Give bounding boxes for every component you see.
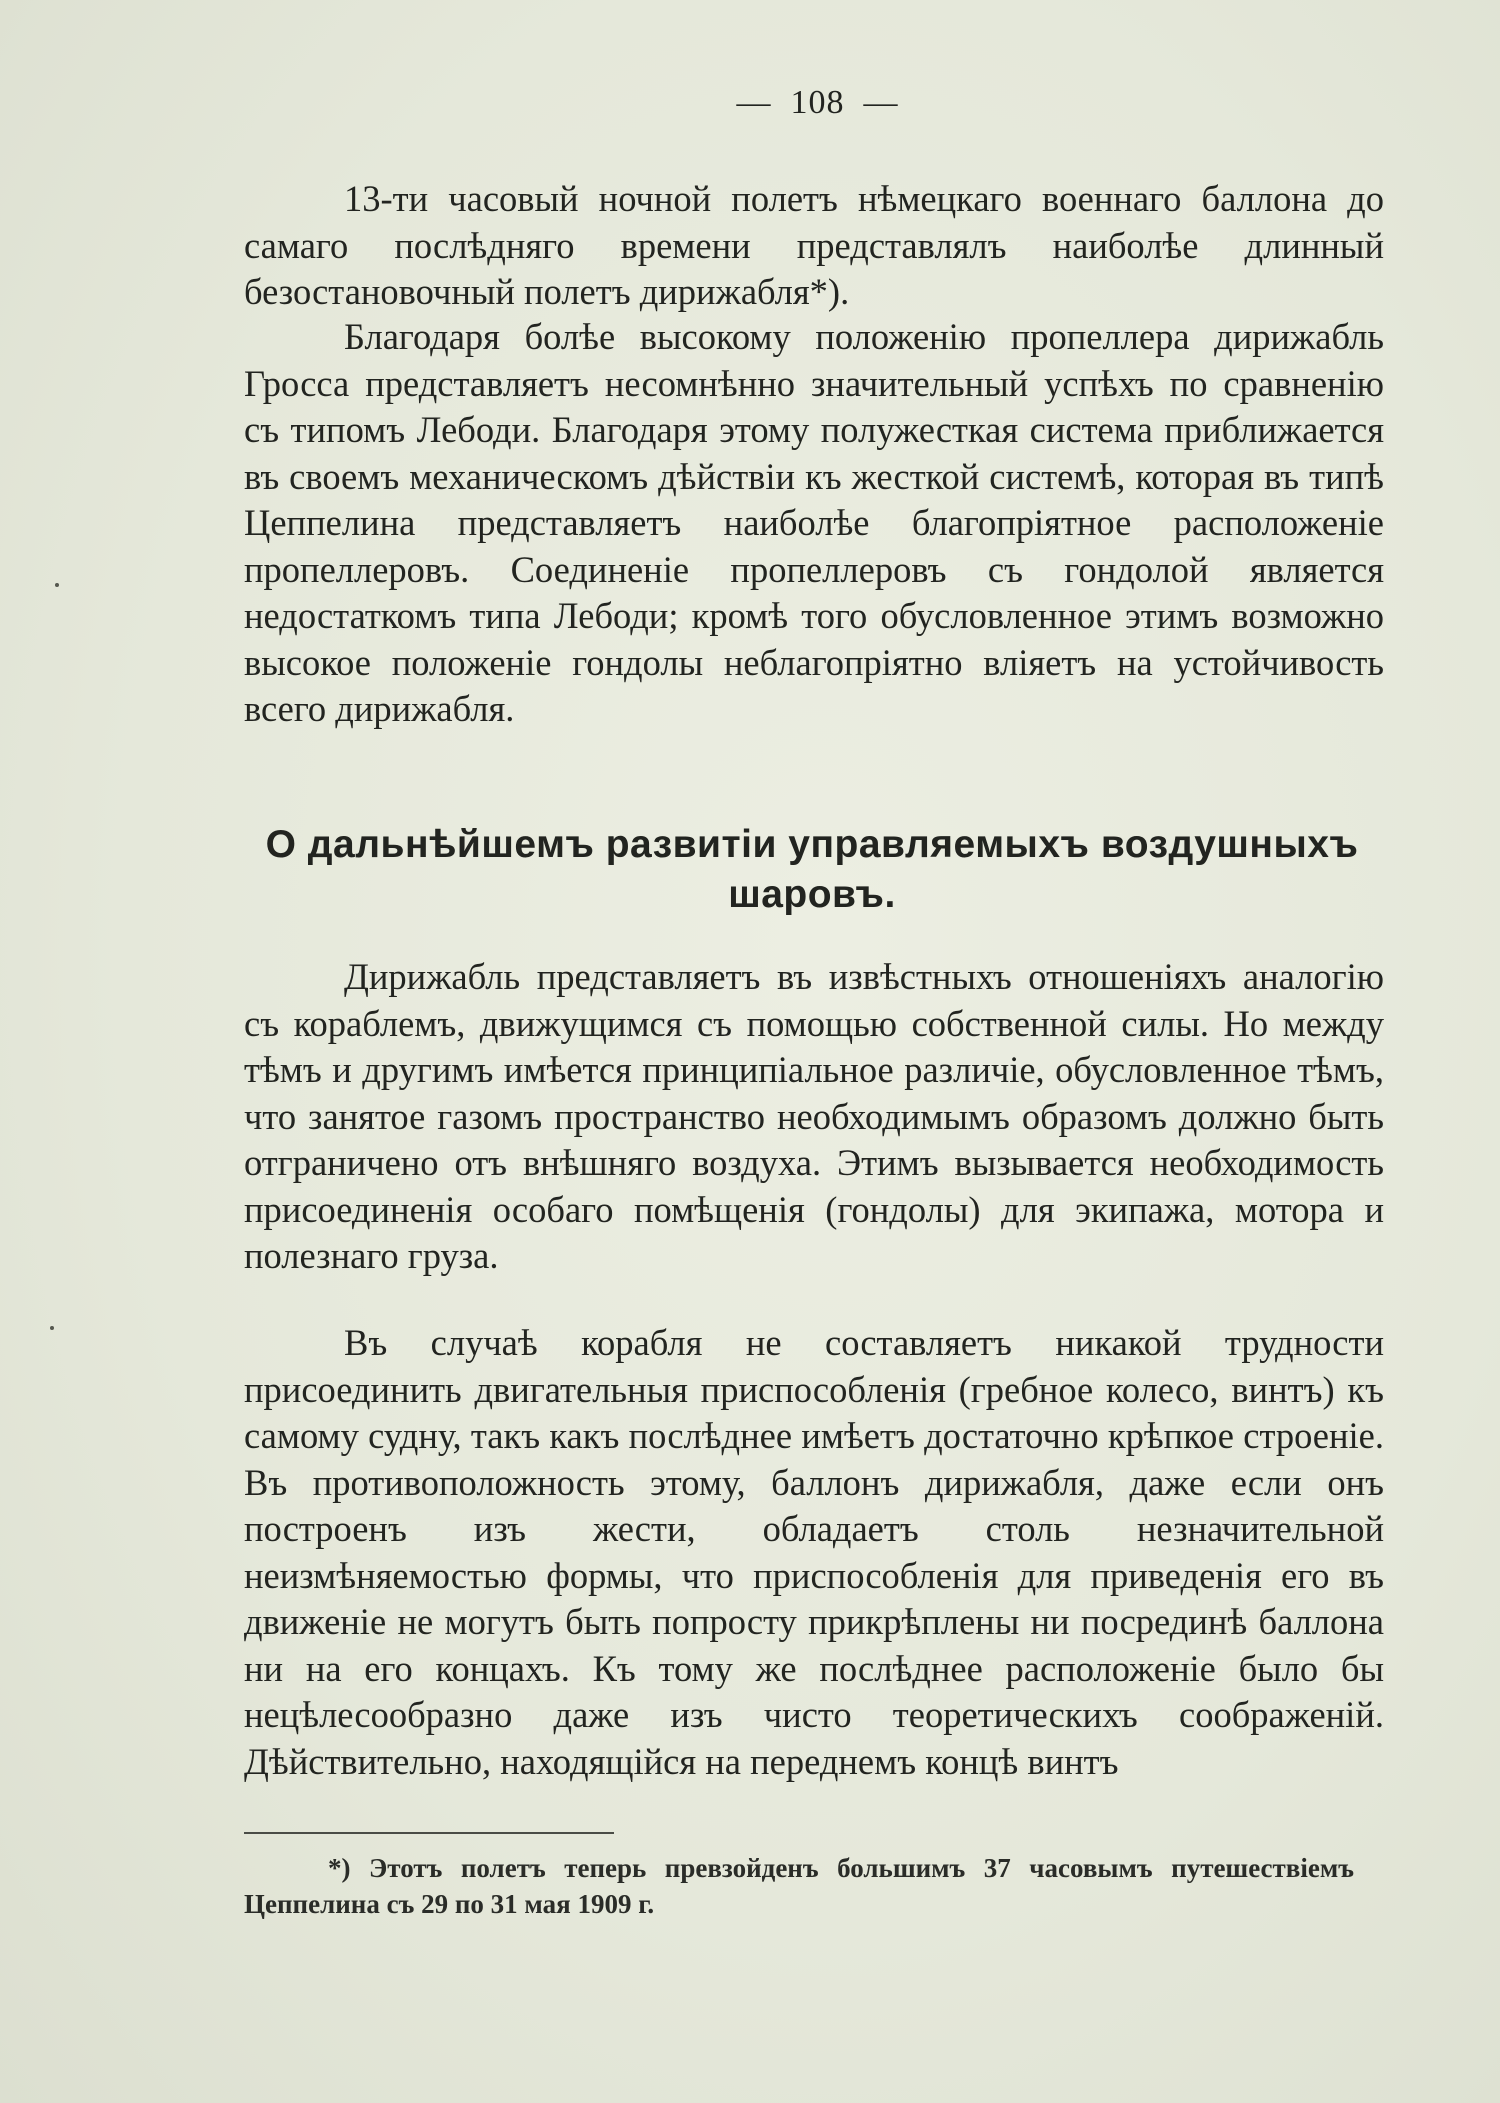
paragraph-3: Дирижабль представляетъ въ извѣстныхъ отношеніяхъ аналогію съ кораблемъ, движущимся съ помощью собственной силы. Но между тѣмъ и другимъ имѣется принципіальное различіе, обусловленное тѣмъ, что занятое газомъ пространство необходимымъ образомъ должно быть отграничено отъ внѣшняго воздуха. Этимъ вызывается необходимость присоединенія особаго помѣщенія (гондолы) для экипажа, мотора и полезнаго груза. bbox=[244, 956, 1384, 1276]
paper-speck bbox=[55, 583, 59, 587]
paragraph-4: Въ случаѣ корабля не составляетъ никакой трудности присоединить двигательныя приспособленія (гребное колесо, винтъ) къ самому судну, такъ какъ послѣднее имѣетъ достаточно крѣпкое строеніе. Въ противоположность этому, баллонъ дирижабля, даже если онъ построенъ изъ жести, обладаетъ столь незначительной неизмѣняемостью формы, что приспособленія для приведенія его въ движеніе не могутъ быть попросту прикрѣплены ни посрединѣ баллона ни на его концахъ. Къ тому же послѣднее расположеніе было бы нецѣлесообразно даже изъ чисто теоретическихъ соображеній. Дѣйствительно, находящійся на переднемъ концѣ винтъ bbox=[244, 1322, 1384, 1782]
paper-speck bbox=[50, 1326, 54, 1330]
footnote: *) Этотъ полетъ теперь превзойденъ большимъ 37 часовымъ путешествіемъ Цеппелина съ 29 по 31 мая 1909 г. bbox=[244, 1853, 1354, 1919]
paragraph-1: 13-ти часовый ночной полетъ нѣмецкаго военнаго баллона до самаго послѣдняго времени представлялъ наиболѣе длинный безостановочный полетъ дирижабля*). bbox=[244, 178, 1384, 312]
paragraph-2: Благодаря болѣе высокому положенію пропеллера дирижабль Гросса представляетъ несомнѣнно значительный успѣхъ по сравненію съ типомъ Лебоди. Благодаря этому полужесткая система приближается въ своемъ механическомъ дѣйствіи къ жесткой системѣ, которая въ типѣ Цеппелина представляетъ наиболѣе благопріятное расположеніе пропеллеровъ. Соединеніе пропеллеровъ съ гондолой является недостаткомъ типа Лебоди; кромѣ того обусловленное этимъ возможно высокое положеніе гондолы неблагопріятно вліяетъ на устойчивость всего дирижабля. bbox=[244, 316, 1384, 729]
page-number: — 108 — bbox=[736, 84, 899, 121]
footnote-divider bbox=[244, 1832, 614, 1834]
section-heading: О дальнѣйшемъ развитіи управляемыхъ воздушныхъ шаровъ. bbox=[265, 823, 1359, 916]
